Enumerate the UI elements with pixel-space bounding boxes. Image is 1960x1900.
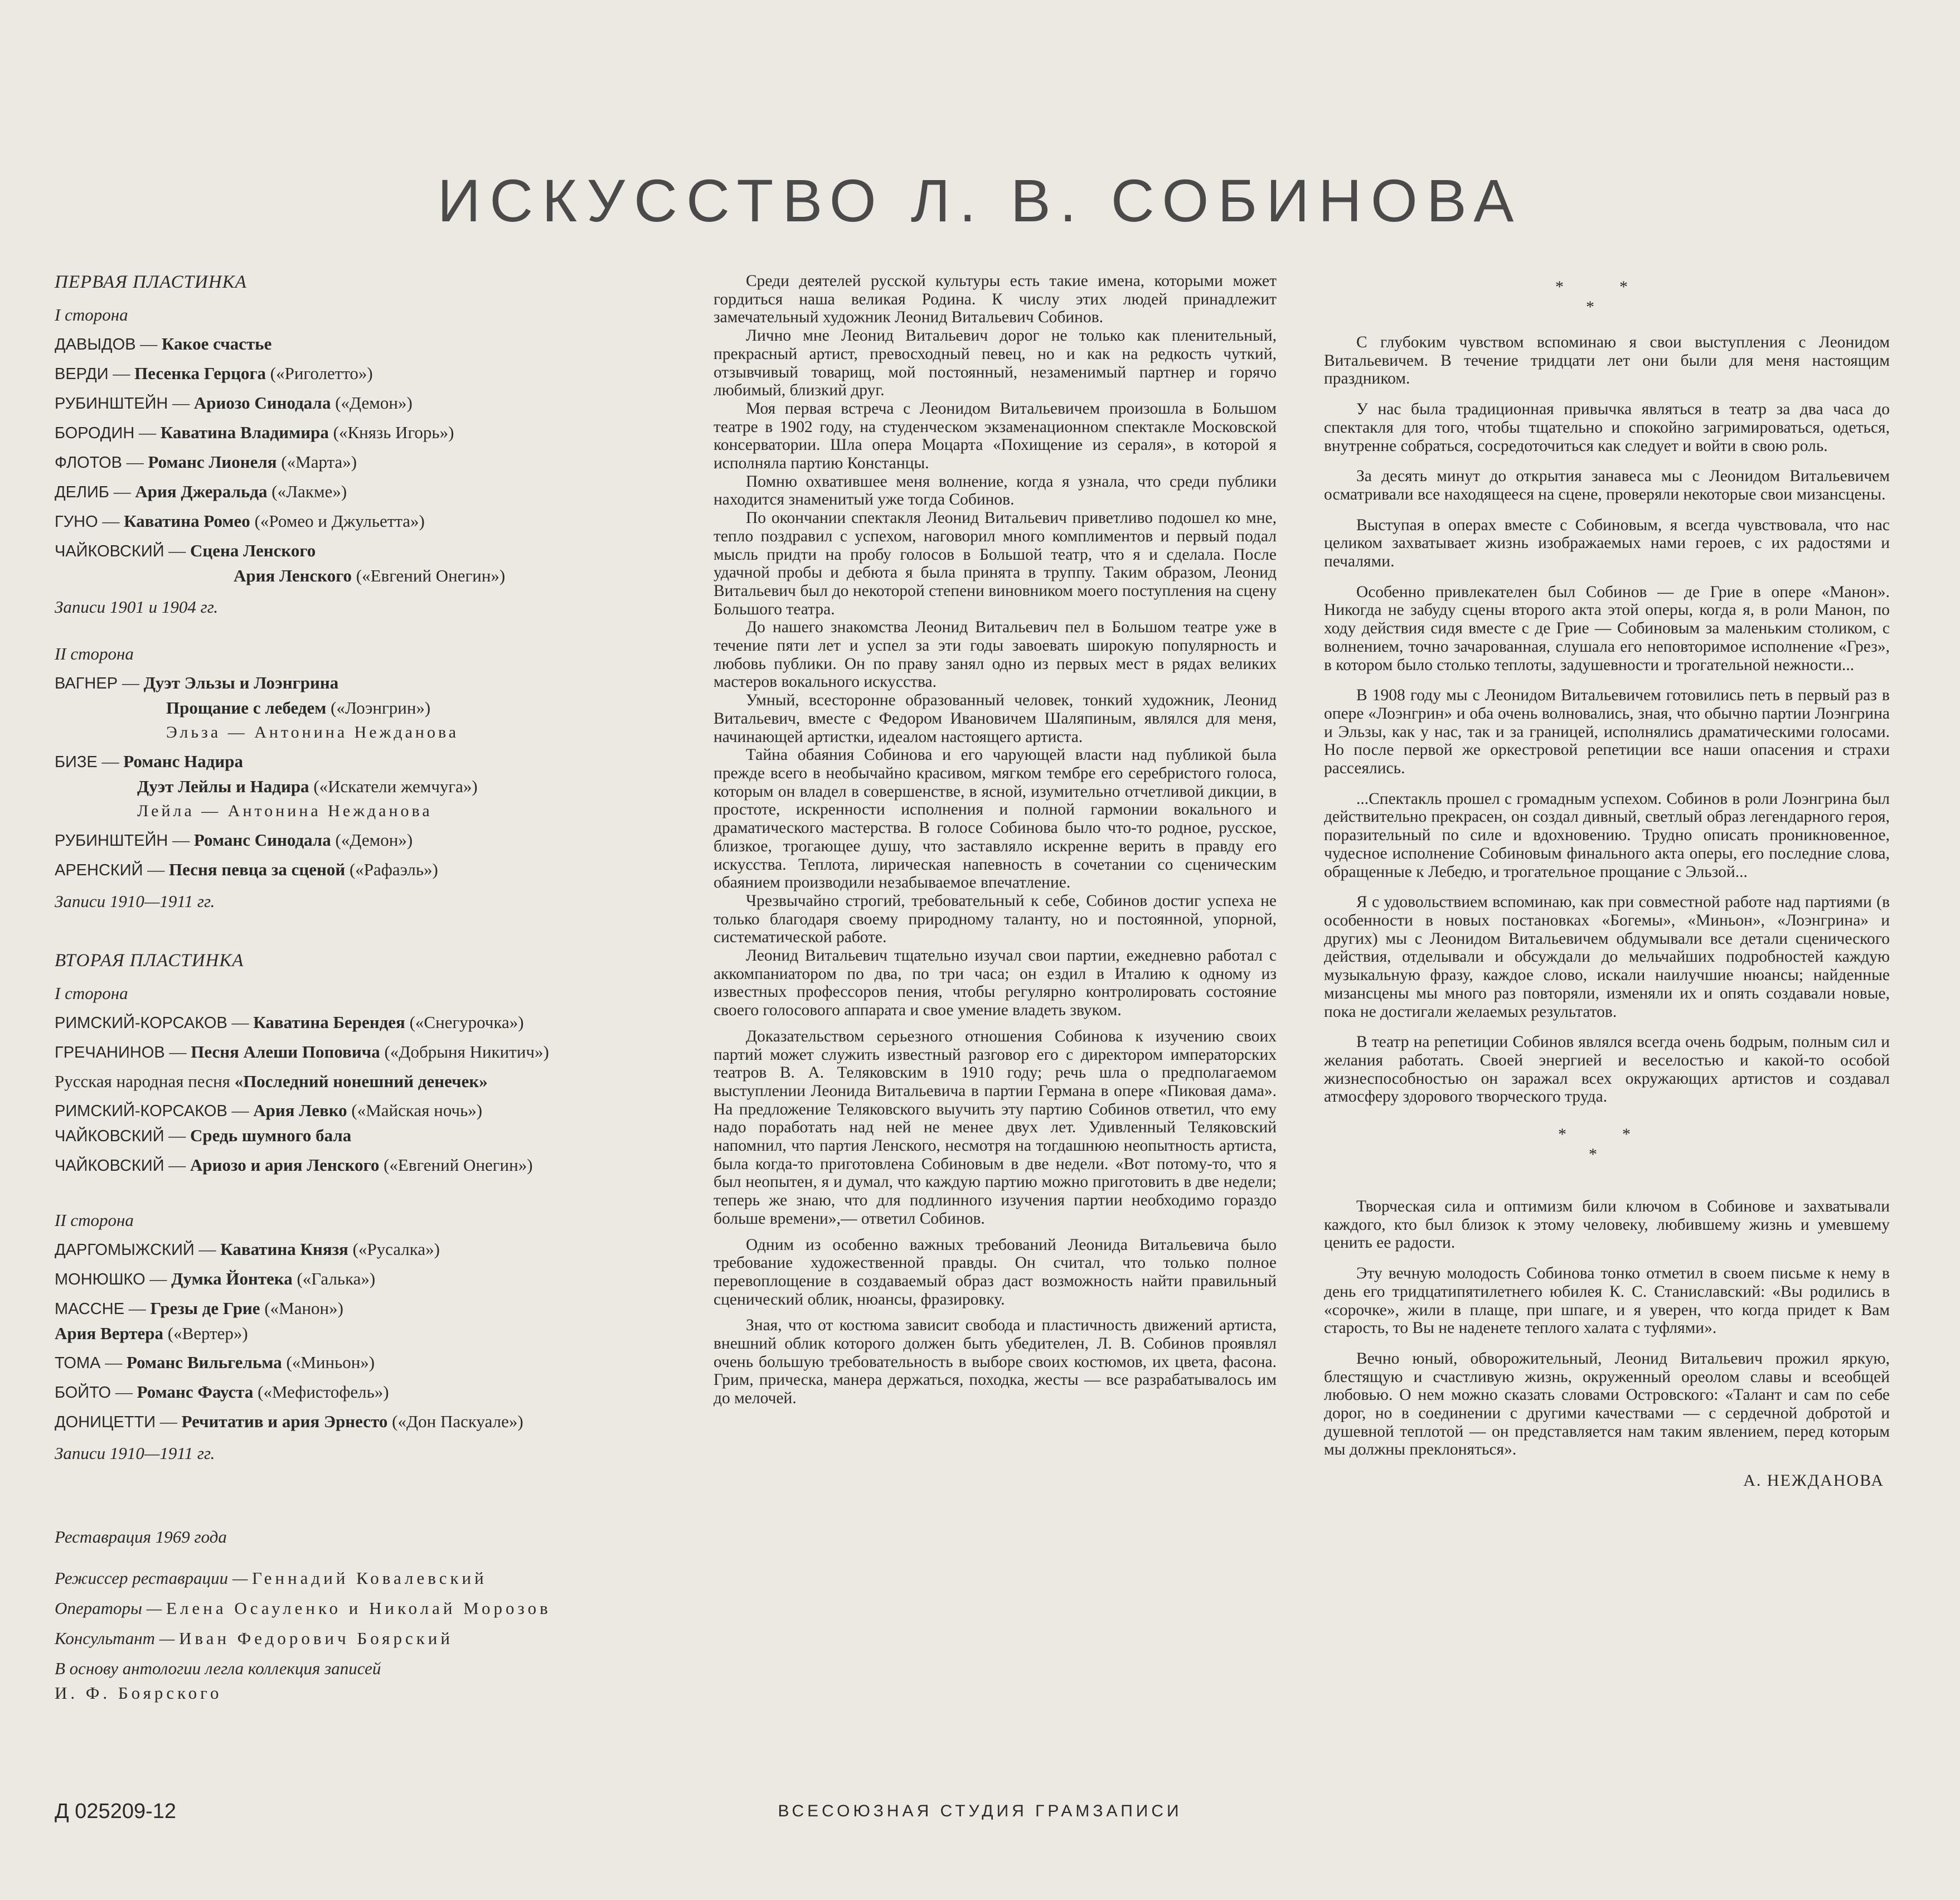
track-item: РУБИНШТЕЙН — Ариозо Синодала («Демон») — [55, 393, 413, 413]
track-item: ДЕЛИБ — Ария Джеральда («Лакме») — [55, 482, 347, 501]
track-item-continued: Дуэт Лейлы и Надира («Искатели жемчуга») — [137, 777, 478, 796]
article-paragraph: Чрезвычайно строгий, требовательный к себе, Собинов достиг успеха не только благодаря своему природному таланту, но и постоянной, упорной, систематической работе. — [714, 891, 1277, 947]
article-paragraph: Тайна обаяния Собинова и его чарующей власти над публикой была прежде всего в необычайно красивом, мягком тембре его серебристого голоса, которым он владел в совершенстве, в ясной, изумительно отчетливой дикции, в простоте, искренности исполнения и полной гармонии вокального и драматического мастерства. В голосе Собинова было что-то родное, русское, близкое, трогающее душу, что заставляло искренне верить в правду его искусства. Теплота, лирическая напевность в сочетании со сценическим обаянием производили незабываемое впечатление. — [714, 746, 1277, 892]
article-paragraph: Леонид Витальевич тщательно изучал свои партии, ежедневно работал с аккомпаниатором по два, по три часа; он ездил в Италию к одному из известных профессоров пения, чтобы регулярно контролировать состояние своего голосового аппарата и свое умение владеть звуком. — [714, 947, 1277, 1020]
track-item: ДАВЫДОВ — Какое счастье — [55, 334, 272, 353]
track-item-continued: Ария Ленского («Евгений Онегин») — [234, 566, 506, 585]
track-item: ВАГНЕР — Дуэт Эльзы и Лоэнгрина — [55, 673, 339, 692]
article-paragraph: Вечно юный, обворожительный, Леонид Витальевич прожил яркую, блестящую и счастливую жизнь, окруженный ореолом славы и всеобщей любовью. О нем можно сказать словами Островского: «Талант и сам по себе дорог, но в соединении с другими качествами — с сердечной добротой и душевной теплотой — он представляется нам таким явлением, перед которым мы должны преклоняться». — [1324, 1349, 1890, 1459]
article-paragraph: Выступая в операх вместе с Собиновым, я всегда чувствовала, что нас целиком захватывает жизнь изображаемых нами героев, с их радостями и печалями. — [1324, 516, 1890, 571]
track-item: ЧАЙКОВСКИЙ — Средь шумного бала — [55, 1126, 352, 1145]
track-item: БОРОДИН — Каватина Владимира («Князь Игорь») — [55, 423, 454, 442]
track-item: БОЙТО — Романс Фауста («Мефистофель») — [55, 1382, 389, 1402]
record-title: ПЕРВАЯ ПЛАСТИНКА — [55, 272, 247, 292]
section-divider: * * * — [1555, 278, 1628, 316]
article-paragraph: Доказательством серьезного отношения Собинова к изучению своих партий может служить известный разговор его с директором императорских театров В. А. Теляковским в 1910 году; речь шла о предполагаемом выступлении Леонида Витальевича в партии Германа в опере «Пиковая дама». На предложение Теляковского выучить эту партию Собинов ответил, что ему надо поработать над ней не менее двух лет. Удивленный Теляковский напомнил, что партия Ленского, несмотря на тогдашнюю неопытность артиста, была когда-то приготовлена Собиновым в две недели. «Вот потому-то, что я был неопытен, я и думал, что каждую партию можно приготовить в две недели; теперь же знаю, что для подлинного изучения партии необходимо гораздо больше времени»,— ответил Собинов. — [714, 1027, 1277, 1228]
performer-credit: Лейла — Антонина Нежданова — [137, 802, 433, 820]
credit-collection: В основу антологии легла коллекция записей И. Ф. Боярского — [55, 1659, 381, 1703]
track-item: Русская народная песня «Последний нонешний денечек» — [55, 1072, 488, 1091]
article-column-2 — [1324, 272, 1890, 1490]
article-paragraph: Помню охватившее меня волнение, когда я узнала, что среди публики находится знаменитый уже тогда Собинов. — [714, 472, 1277, 509]
track-item: ДОНИЦЕТТИ — Речитатив и ария Эрнесто («Дон Паскуале») — [55, 1412, 523, 1431]
credit-restoration: Реставрация 1969 года — [55, 1527, 227, 1547]
track-item: АРЕНСКИЙ — Песня певца за сценой («Рафаэль») — [55, 860, 438, 879]
track-item-continued: Прощание с лебедем («Лоэнгрин») — [166, 698, 431, 718]
article-paragraph: Эту вечную молодость Собинова тонко отметил в своем письме к нему в день его тридцатипятилетнего юбилея К. С. Станиславский: «Вы родились в «сорочке», жили в плаще, при шпаге, и я уверен, что когда придет к Вам старость, то Вы не наденете теплого халата с туфлями». — [1324, 1264, 1890, 1337]
track-item: БИЗЕ — Романс Надира — [55, 752, 243, 771]
section-divider: * * * — [1558, 1125, 1631, 1164]
performer-credit: Эльза — Антонина Нежданова — [166, 723, 459, 741]
track-item: РИМСКИЙ-КОРСАКОВ — Каватина Берендея («Снегурочка») — [55, 1012, 524, 1032]
article-paragraph: В 1908 году мы с Леонидом Витальевичем готовились петь в первый раз в опере «Лоэнгрин» и оба очень волновались, зная, что обычно партии Лоэнгрина и Эльзы, как у нас, так и за границей, исполнялись драматическими голосами. Но после первой же оркестровой репетиции все наши опасения и страхи рассеялись. — [1324, 686, 1890, 778]
article-paragraph: По окончании спектакля Леонид Витальевич приветливо подошел ко мне, тепло поздравил с успехом, наговорил много комплиментов и первый подал мысль придти на пробу голосов в Большой театр, что я и сделала. После удачной пробы и дебюта я была принята в труппу. Таким образом, Леонид Витальевич был до некоторой степени виновником моего поступления на сцену Большого театра. — [714, 509, 1277, 618]
article-paragraph: Умный, всесторонне образованный человек, тонкий художник, Леонид Витальевич, вместе с Федором Ивановичем Шаляпиным, являлся для меня, начинающей артистки, идеалом настоящего артиста. — [714, 691, 1277, 746]
article-paragraph: Одним из особенно важных требований Леонида Витальевича было требование художественной правды. Он считал, что только полное перевоплощение в создаваемый образ даст возможность найти правильный сценический облик, нюансы, фразировку. — [714, 1235, 1277, 1308]
credits — [55, 1525, 662, 1705]
track-item: ГРЕЧАНИНОВ — Песня Алеши Поповича («Добрыня Никитич») — [55, 1042, 549, 1062]
article-paragraph: До нашего знакомства Леонид Витальевич пел в Большом театре уже в течение пяти лет и успел за эти годы завоевать широкую популярность и любовь публики. Он по праву занял одно из первых мест в рядах великих мастеров вокального искусства. — [714, 618, 1277, 691]
article-paragraph: ...Спектакль прошел с громадным успехом. Собинов в роли Лоэнгрина был действительно прекрасен, он создал дивный, светлый образ легендарного героя, поразительный по силе и вдохновению. Трудно описать проникновенное, чудесное исполнение Собиновым финального акта оперы, его последние слова, обращенные к Лебедю, и трогательное прощание с Эльзой... — [1324, 789, 1890, 881]
track-item: РИМСКИЙ-КОРСАКОВ — Ария Левко («Майская ночь») — [55, 1101, 483, 1120]
article-paragraph: Моя первая встреча с Леонидом Витальевичем произошла в Большом театре в 1902 году, на студенческом экзаменационном спектакле Московской консерватории. Шла опера Моцарта «Похищение из сераля», в которой я исполняла партию Констанцы. — [714, 399, 1277, 473]
article-paragraph: Особенно привлекателен был Собинов — де Грие в опере «Манон». Никогда не забуду сцены второго акта этой оперы, когда я, в роли Манон, по ходу действия сидя вместе с де Грие — Собиновым за маленьким столиком, с волнением, точно зачарованная, слушала его неповторимое исполнение «Грез», в котором было столько теплоты, задушевности и трогательной нежности... — [1324, 583, 1890, 674]
track-item: РУБИНШТЕЙН — Романс Синодала («Демон») — [55, 830, 413, 850]
article-paragraph: С глубоким чувством вспоминаю я свои выступления с Леонидом Витальевичем. В течение тридцати лет они были для меня настоящим праздником. — [1324, 333, 1890, 388]
track-item: МАССНЕ — Грезы де Грие («Манон») — [55, 1298, 343, 1318]
track-item: ЧАЙКОВСКИЙ — Ариозо и ария Ленского («Евгений Онегин») — [55, 1155, 533, 1175]
side-title: I сторона — [55, 983, 128, 1003]
track-item: ЧАЙКОВСКИЙ — Сцена Ленского — [55, 541, 316, 560]
catalog-number: Д 025209-12 — [55, 1800, 177, 1823]
article-paragraph: Лично мне Леонид Витальевич дорог не только как пленительный, прекрасный артист, превосходный певец, но и как на редкость чуткий, отзывчивый товарищ, мой постоянный, незаменимый партнер и горячо любимый, близкий друг. — [714, 327, 1277, 400]
article-paragraph: Я с удовольствием вспоминаю, как при совместной работе над партиями (в особенности в новых постановках «Богемы», «Миньон», «Лоэнгрина» и других) мы с Леонидом Витальевичем обдумывали все детали сценического действия, отделывали и обсуждали до мельчайших подробностей каждую музыкальную фразу, каждое слово, искали наилучшие нюансы; найденные мизансцены мы много раз повторяли, изменяли их и опять создавали новые, пока не достигали желаемых результатов. — [1324, 893, 1890, 1021]
recording-note: Записи 1901 и 1904 гг. — [55, 597, 219, 617]
credit-director: Режиссер реставрации — Геннадий Ковалевский — [55, 1568, 487, 1588]
track-item: ГУНО — Каватина Ромео («Ромео и Джульетта») — [55, 511, 425, 531]
article-paragraph: Зная, что от костюма зависит свобода и пластичность движений артиста, внешний облик которого должен быть убедителен, Л. В. Собинов проявлял очень большую требовательность в выборе своих костюмов, их цвета, фасона. Грим, прическа, манера держаться, походка, жесты — все разрабатывалось им до мелочей. — [714, 1316, 1277, 1408]
article-paragraph: Среди деятелей русской культуры есть такие имена, которыми может гордиться наша великая Родина. К числу этих людей принадлежит замечательный художник Леонид Витальевич Собинов. — [714, 272, 1277, 327]
page-title: ИСКУССТВО Л. В. СОБИНОВА — [437, 167, 1523, 235]
track-item: ФЛОТОВ — Романс Лионеля («Марта») — [55, 452, 357, 472]
recording-note: Записи 1910—1911 гг. — [55, 891, 215, 911]
record-title: ВТОРАЯ ПЛАСТИНКА — [55, 951, 244, 971]
record-2 — [55, 951, 662, 1463]
studio-name: ВСЕСОЮЗНАЯ СТУДИЯ ГРАМЗАПИСИ — [778, 1802, 1182, 1820]
recording-note: Записи 1910—1911 гг. — [55, 1443, 215, 1463]
article-column-1 — [714, 272, 1277, 1408]
track-item-continued: Ария Вертера («Вертер») — [55, 1324, 248, 1343]
track-item: ВЕРДИ — Песенка Герцога («Риголетто») — [55, 363, 373, 383]
track-item: МОНЮШКО — Думка Йонтека («Галька») — [55, 1269, 376, 1288]
side-title: II сторона — [55, 1210, 134, 1230]
record-1 — [55, 272, 662, 912]
article-paragraph: У нас была традиционная привычка являться в театр за два часа до спектакля для того, чтобы тщательно и спокойно загримироваться, одеться, внутренне собраться, сосредоточиться как следует и войти в свою роль. — [1324, 400, 1890, 455]
credit-consultant: Консультант — Иван Федорович Боярский — [55, 1628, 453, 1648]
track-item: ТОМА — Романс Вильгельма («Миньон») — [55, 1353, 375, 1372]
track-item: ДАРГОМЫЖСКИЙ — Каватина Князя («Русалка») — [55, 1239, 440, 1259]
programme-column — [55, 272, 662, 1711]
author-signature: А. НЕЖДАНОВА — [1743, 1471, 1884, 1490]
credit-operators: Операторы — Елена Осауленко и Николай Морозов — [55, 1598, 551, 1618]
article-paragraph: За десять минут до открытия занавеса мы с Леонидом Витальевичем осматривали все находящееся на сцене, проверяли некоторые свои мизансцены. — [1324, 467, 1890, 503]
side-title: I сторона — [55, 305, 128, 324]
article-paragraph: Творческая сила и оптимизм били ключом в Собинове и захватывали каждого, кто был близок к этому человеку, любившему жизнь и умевшему ценить ее радости. — [1324, 1198, 1890, 1252]
article-paragraph: В театр на репетиции Собинов являлся всегда очень бодрым, полным сил и желания работать. Своей энергией и веселостью и какой-то особой жизнеспособностью он заражал всех окружающих артистов и создавал атмосферу здорового творческого труда. — [1324, 1033, 1890, 1106]
side-title: II сторона — [55, 644, 134, 663]
